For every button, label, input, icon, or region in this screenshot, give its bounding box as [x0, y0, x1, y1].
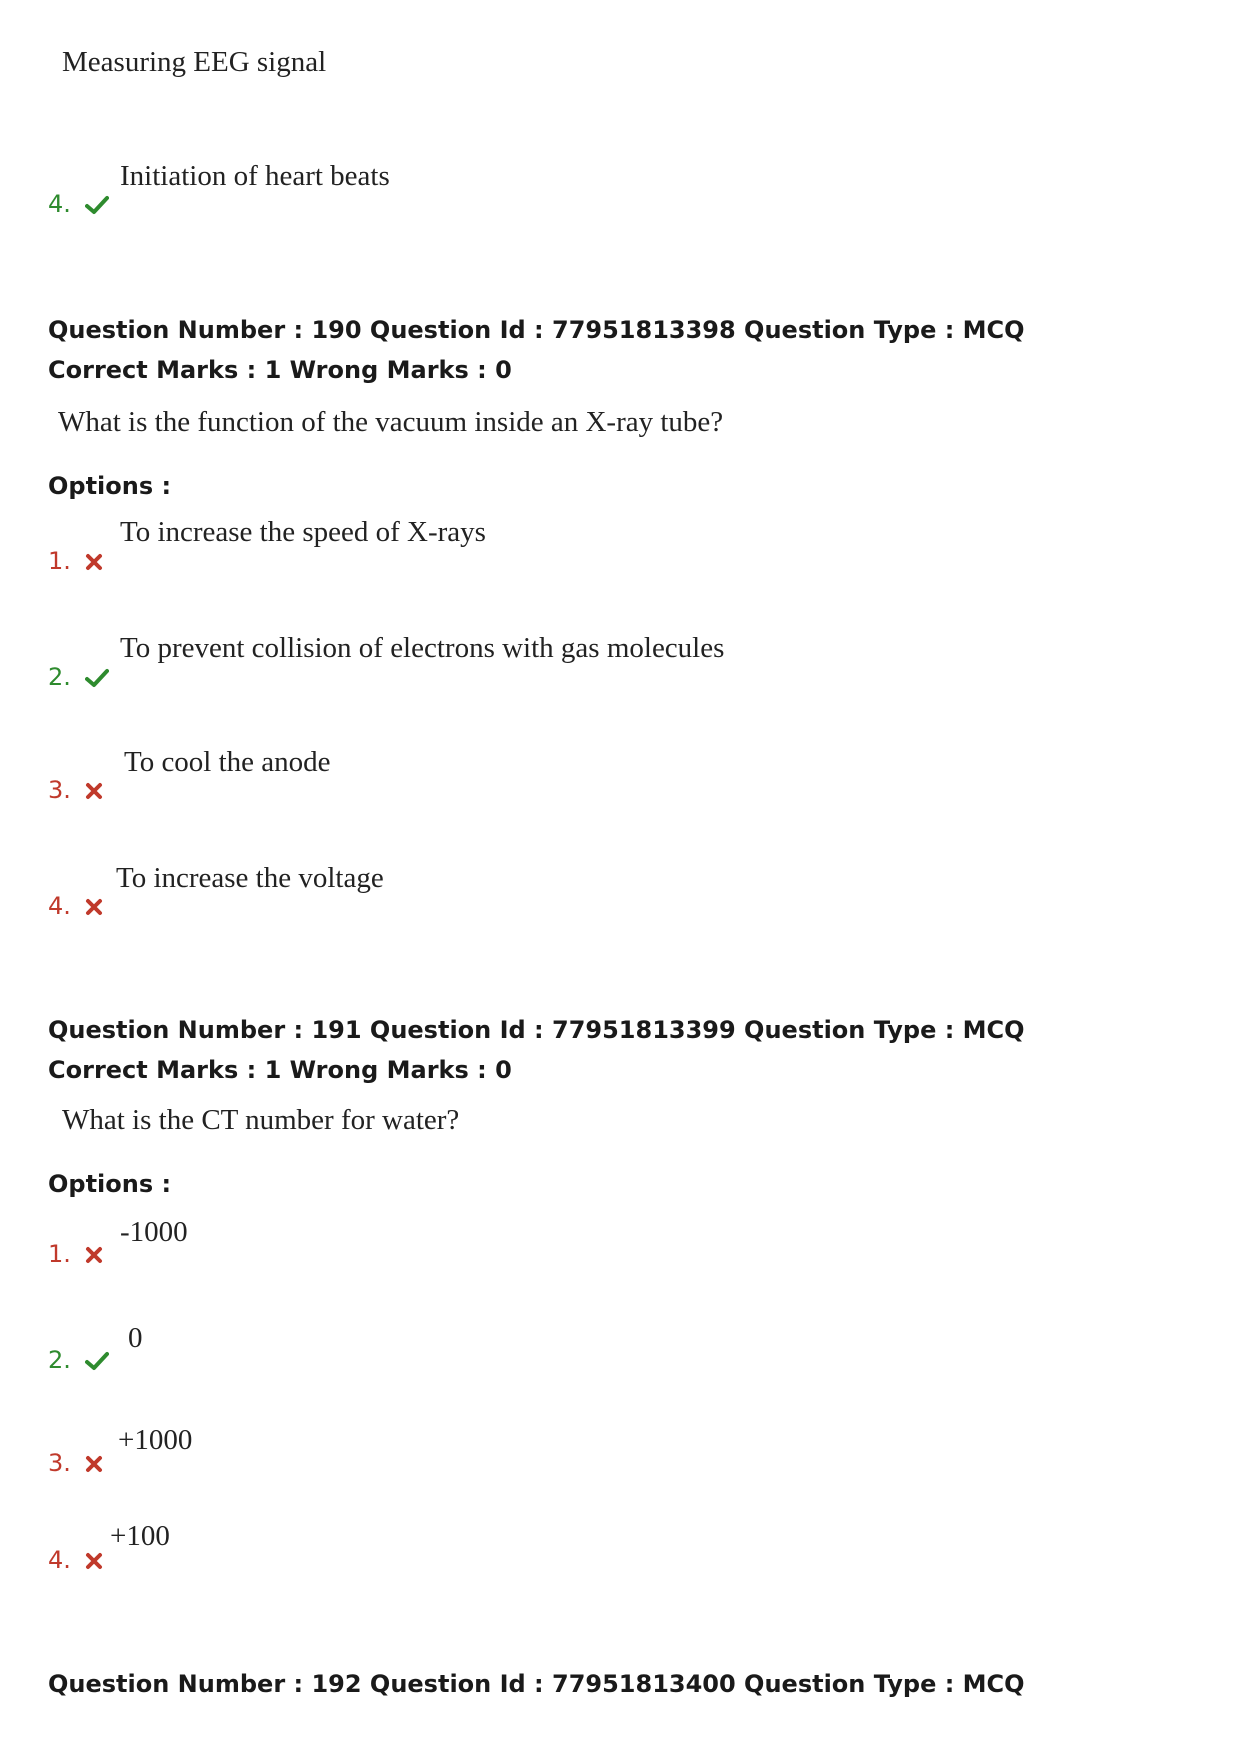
option-text: To cool the anode [124, 746, 331, 778]
question-text: What is the function of the vacuum inside an X-ray tube? [58, 406, 724, 438]
question-header: Question Number : 191 Question Id : 77951813399 Question Type : MCQ [48, 1016, 1025, 1044]
option-text: 0 [128, 1322, 143, 1354]
prev-option-4-number: 4. [48, 190, 109, 218]
check-icon [85, 668, 109, 688]
prev-option-3-text: Measuring EEG signal [62, 46, 327, 78]
option-number: 2. [48, 1346, 109, 1374]
cross-icon [85, 1455, 103, 1473]
options-label: Options : [48, 472, 172, 500]
option-text: To increase the speed of X-rays [120, 516, 486, 548]
option-number: 4. [48, 892, 103, 920]
option-text: -1000 [120, 1216, 188, 1248]
option-number: 1. [48, 547, 103, 575]
option-number: 1. [48, 1240, 103, 1268]
cross-icon [85, 1246, 103, 1264]
check-icon [85, 1351, 109, 1371]
cross-icon [85, 898, 103, 916]
question-marks: Correct Marks : 1 Wrong Marks : 0 [48, 1056, 512, 1084]
cross-icon [85, 1552, 103, 1570]
check-icon [85, 195, 109, 215]
option-text: +1000 [118, 1424, 193, 1456]
option-text: To increase the voltage [116, 862, 384, 894]
option-number: 2. [48, 663, 109, 691]
question-text: What is the CT number for water? [62, 1104, 460, 1136]
cross-icon [85, 782, 103, 800]
question-marks: Correct Marks : 1 Wrong Marks : 0 [48, 356, 512, 384]
question-header: Question Number : 192 Question Id : 77951813400 Question Type : MCQ [48, 1670, 1025, 1698]
options-label: Options : [48, 1170, 172, 1198]
option-number: 3. [48, 1449, 103, 1477]
prev-option-4-text: Initiation of heart beats [120, 160, 390, 192]
option-number: 3. [48, 776, 103, 804]
question-header: Question Number : 190 Question Id : 77951813398 Question Type : MCQ [48, 316, 1025, 344]
option-text: +100 [110, 1520, 170, 1552]
cross-icon [85, 553, 103, 571]
option-number: 4. [48, 1546, 103, 1574]
option-text: To prevent collision of electrons with gas molecules [120, 632, 725, 664]
